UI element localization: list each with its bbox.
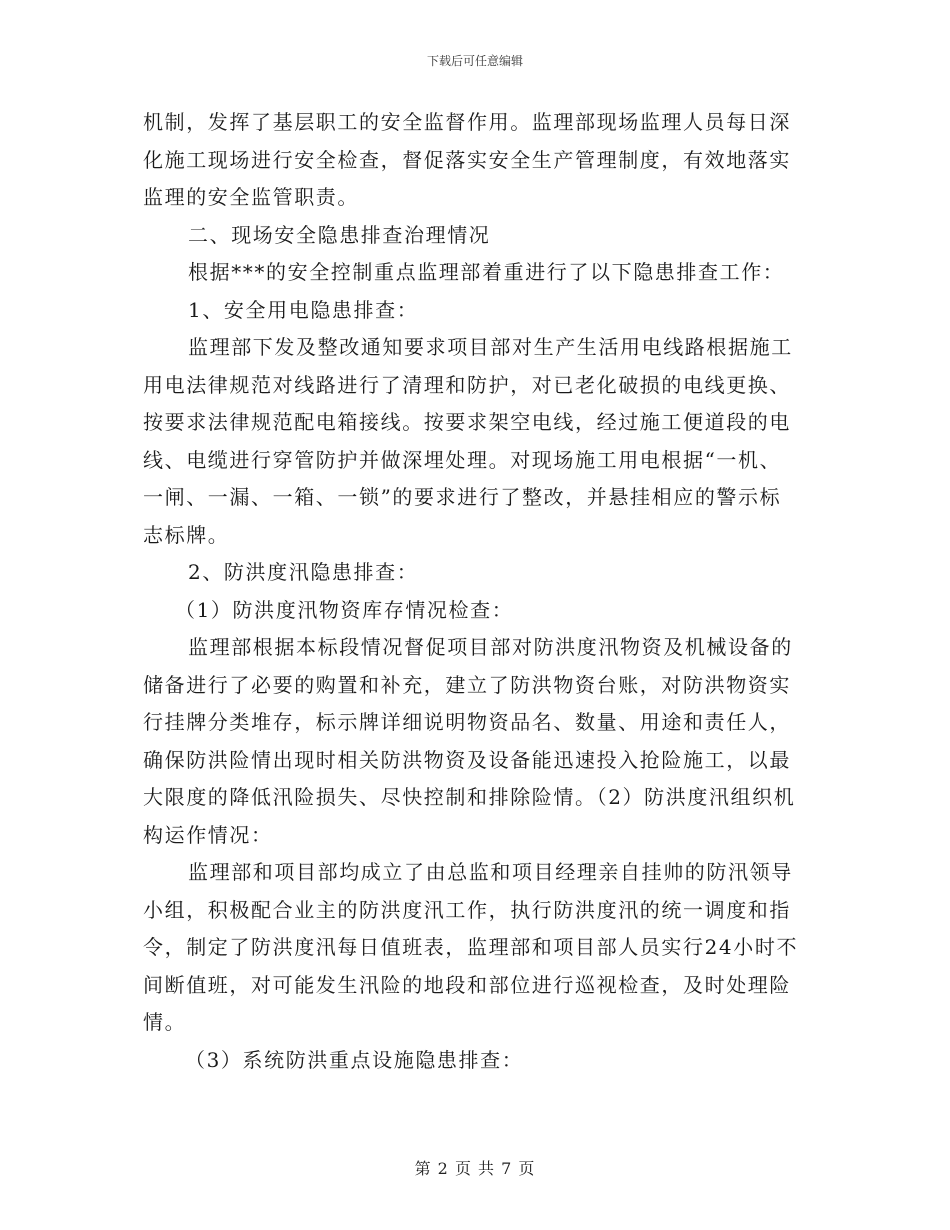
body-line: 根据***的安全控制重点监理部着重进行了以下隐患排查工作： (188, 260, 785, 284)
body-line: 大限度的降低汛险损失、尽快控制和排除险情。（2）防洪度汛组织机 (143, 785, 796, 809)
body-line: 确保防洪险情出现时相关防洪物资及设备能迅速投入抢险施工，以最 (143, 747, 791, 772)
body-line: 行挂牌分类堆存，标示牌详细说明物资品名、数量、用途和责任人， (143, 710, 791, 734)
body-line: 监理部和项目部均成立了由总监和项目经理亲自挂帅的防汛领导 (188, 860, 793, 884)
page-number: 第 2 页 共 7 页 (414, 1159, 536, 1178)
body-line: 令，制定了防洪度汛每日值班表，监理部和项目部人员实行24小时不 (143, 935, 799, 959)
body-line: 构运作情况： (143, 822, 273, 847)
body-line: 用电法律规范对线路进行了清理和防护，对已老化破损的电线更换、 (143, 372, 791, 397)
document-body (143, 104, 813, 1079)
page-header: 下载后可任意编辑 (426, 54, 523, 68)
body-line: 情。 (143, 1010, 187, 1034)
section-heading: 二、现场安全隐患排查治理情况 (188, 222, 491, 247)
body-line: 一闸、一漏、一箱、一锁”的要求进行了整改，并悬挂相应的警示标 (143, 485, 782, 509)
subsection-heading: 2、防洪度汛隐患排查： (188, 560, 419, 584)
subsection-heading: （3）系统防洪重点设施隐患排查： (185, 1047, 524, 1072)
body-line: 监理的安全监管职责。 (143, 185, 359, 209)
subsection-heading: （1）防洪度汛物资库存情况检查： (175, 597, 514, 622)
body-line: 监理部根据本标段情况督促项目部对防洪度汛物资及机械设备的 (188, 635, 793, 659)
body-line: 储备进行了必要的购置和补充，建立了防洪物资台账，对防洪物资实 (143, 672, 791, 697)
body-line: 化施工现场进行安全检查，督促落实安全生产管理制度，有效地落实 (143, 147, 791, 172)
body-line: 按要求法律规范配电箱接线。按要求架空电线，经过施工便道段的电 (143, 410, 791, 434)
body-line: 线、电缆进行穿管防护并做深埋处理。对现场施工用电根据“一机、 (143, 447, 782, 472)
subsection-heading: 1、安全用电隐患排查： (188, 297, 419, 322)
body-line: 小组，积极配合业主的防洪度汛工作，执行防洪度汛的统一调度和指 (143, 897, 791, 922)
body-line: 监理部下发及整改通知要求项目部对生产生活用电线路根据施工 (188, 335, 793, 359)
body-line: 机制，发挥了基层职工的安全监督作用。监理部现场监理人员每日深 (143, 110, 791, 134)
body-line: 间断值班，对可能发生汛险的地段和部位进行巡视检查，及时处理险 (143, 972, 791, 997)
body-line: 志标牌。 (143, 522, 230, 547)
